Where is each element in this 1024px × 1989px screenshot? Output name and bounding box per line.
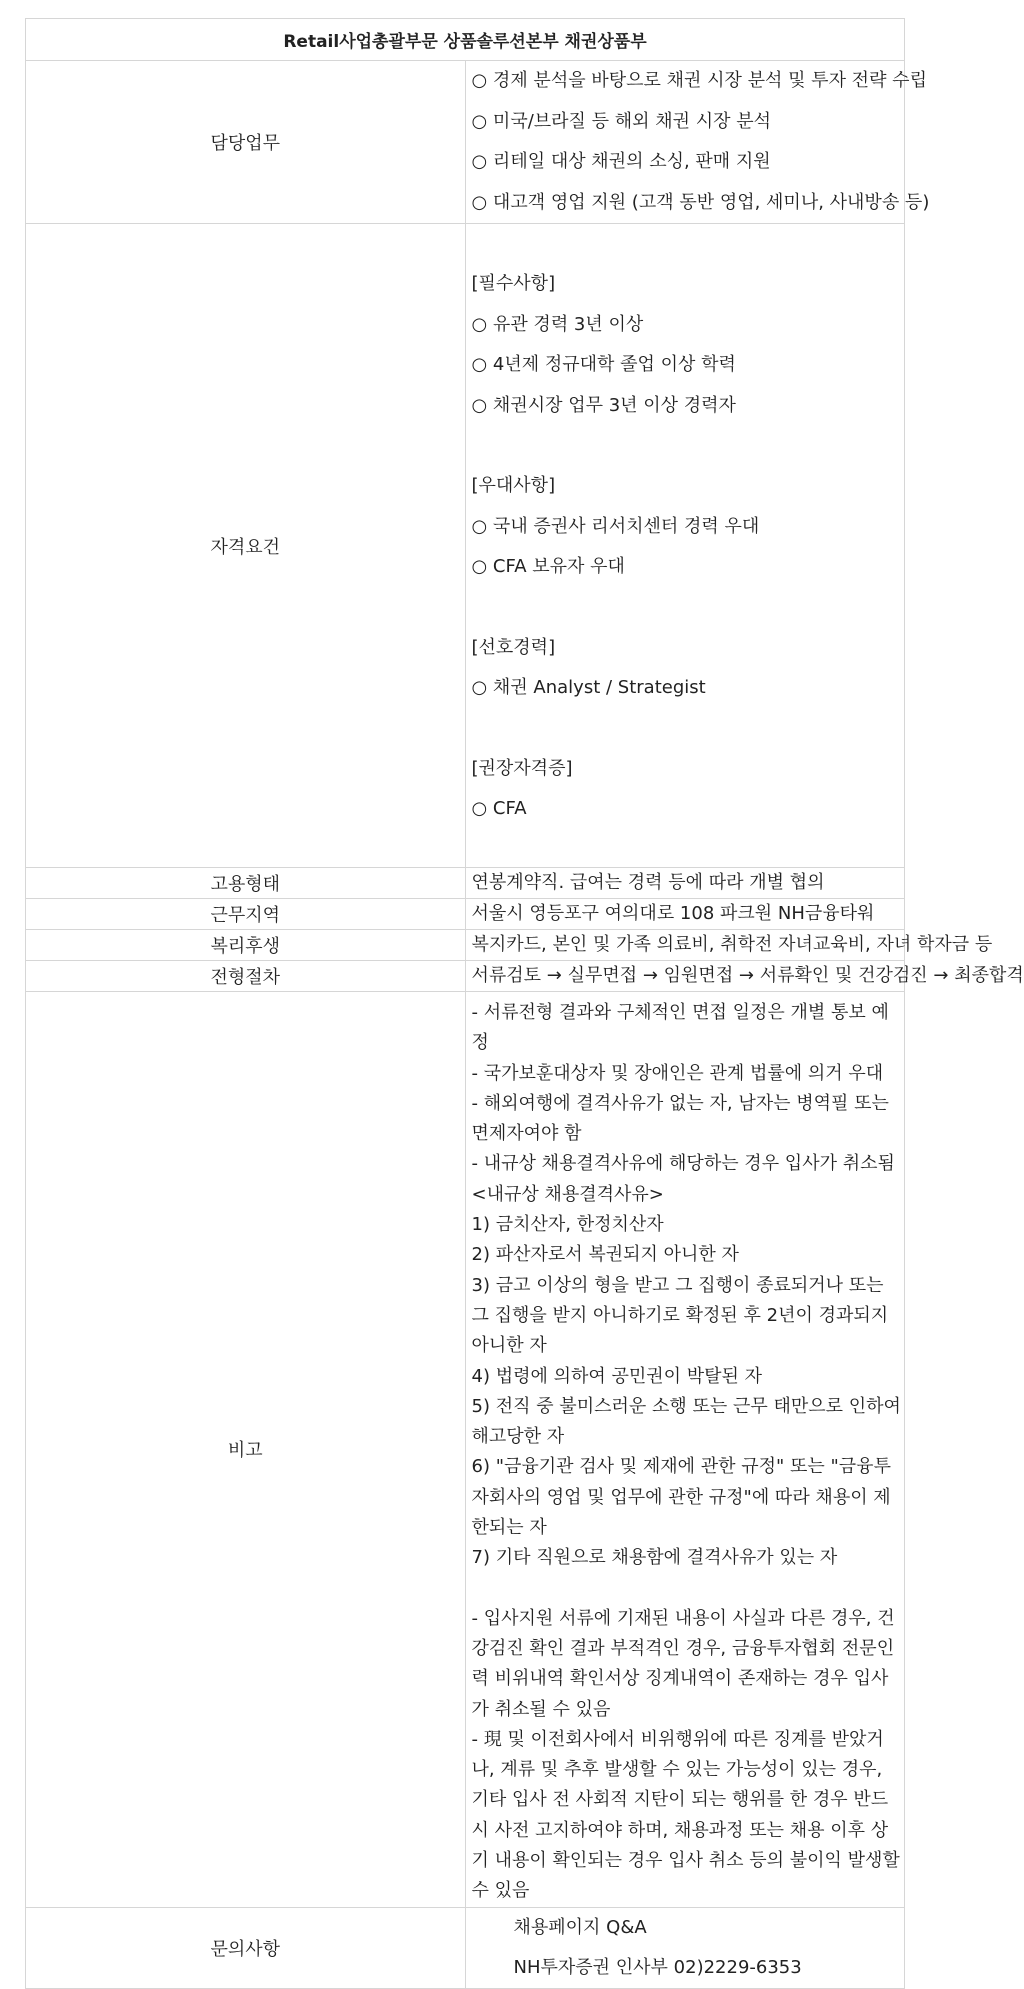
benefits-text: 복지카드, 본인 및 가족 의료비, 취학전 자녀교육비, 자녀 학자금 등 bbox=[471, 934, 993, 955]
contact-item: 채용페이지 Q&A bbox=[513, 1916, 647, 1938]
spacer bbox=[472, 588, 903, 628]
benefits-row bbox=[26, 930, 905, 961]
qualifications-content bbox=[465, 224, 905, 868]
spacer bbox=[472, 1574, 903, 1604]
note-line: 5) 전직 중 불미스러운 소행 또는 근무 태만으로 인하여 해고당한 자 bbox=[471, 1395, 901, 1448]
cert-item: ○ CFA bbox=[471, 798, 527, 819]
process-label: 전형절차 bbox=[26, 961, 466, 992]
cert-heading: [권장자격증] bbox=[471, 757, 573, 779]
notes-label: 비고 bbox=[26, 992, 466, 1908]
duties-label: 담당업무 bbox=[26, 61, 466, 224]
job-posting-table bbox=[25, 18, 1024, 1989]
contact-label: 문의사항 bbox=[26, 1907, 466, 1988]
required-item: ○ 채권시장 업무 3년 이상 경력자 bbox=[471, 394, 736, 416]
note-line: - 내규상 채용결격사유에 해당하는 경우 입사가 취소됨 bbox=[471, 1153, 895, 1175]
note-line: 1) 금치산자, 한정치산자 bbox=[471, 1214, 664, 1236]
preferred-heading: [우대사항] bbox=[471, 475, 556, 496]
duty-item: ○ 미국/브라질 등 해외 채권 시장 분석 bbox=[471, 110, 772, 132]
employment-value bbox=[465, 868, 905, 899]
experience-item: ○ 채권 Analyst / Strategist bbox=[471, 677, 706, 698]
required-heading: [필수사항] bbox=[471, 273, 556, 294]
department-title: Retail사업총괄부문 상품솔루션본부 채권상품부 bbox=[26, 19, 905, 61]
note-line: 3) 금고 이상의 형을 받고 그 집행이 종료되거나 또는 그 집행을 받지 아니하기로 확정된 후 2년이 경과되지 아니한 자 bbox=[471, 1274, 889, 1357]
note-line: 7) 기타 직원으로 채용함에 결격사유가 있는 자 bbox=[471, 1547, 838, 1569]
duty-item: ○ 리테일 대상 채권의 소싱, 판매 지원 bbox=[471, 151, 771, 172]
process-row bbox=[26, 961, 905, 992]
spacer bbox=[472, 426, 903, 466]
process-value bbox=[465, 961, 1024, 992]
process-text: 서류검토 → 실무면접 → 임원면접 → 서류확인 및 건강검진 → 최종합격 bbox=[471, 965, 1024, 986]
location-row bbox=[26, 899, 905, 930]
duties-row bbox=[26, 61, 905, 224]
spacer bbox=[472, 709, 903, 749]
qualifications-row bbox=[26, 224, 905, 868]
location-text: 서울시 영등포구 여의대로 108 파크원 NH금융타워 bbox=[471, 903, 875, 924]
employment-label: 고용형태 bbox=[26, 868, 466, 899]
required-item: ○ 4년제 정규대학 졸업 이상 학력 bbox=[471, 354, 736, 375]
note-line: <내규상 채용결격사유> bbox=[471, 1183, 664, 1205]
contact-row bbox=[26, 1907, 905, 1988]
note-line: - 現 및 이전회사에서 비위행위에 따른 징계를 받았거나, 계류 및 추후 발생할 수 있는 가능성이 있는 경우, 기타 입사 전 사회적 지탄이 되는 행위를 한 경우 반드시 사전 고지하여야 하며, 채용과정 또는 채용 이후 상기 내용이 확인되는 경우 입사 취소 등의 불이익 발생할 수 있음 bbox=[471, 1728, 900, 1902]
note-line: - 해외여행에 결격사유가 없는 자, 남자는 병역필 또는 면제자여야 함 bbox=[471, 1092, 889, 1145]
qualifications-label: 자격요건 bbox=[26, 224, 466, 868]
contact-item: NH투자증권 인사부 02)2229-6353 bbox=[513, 1956, 802, 1978]
preferred-item: ○ 국내 증권사 리서치센터 경력 우대 bbox=[471, 515, 760, 537]
duties-content bbox=[465, 61, 930, 224]
benefits-value bbox=[465, 930, 993, 961]
location-label: 근무지역 bbox=[26, 899, 466, 930]
note-line: 6) "금융기관 검사 및 제재에 관한 규정" 또는 "금융투자회사의 영업 및 업무에 관한 규정"에 따라 채용이 제한되는 자 bbox=[471, 1456, 891, 1539]
experience-heading: [선호경력] bbox=[471, 636, 556, 658]
note-line: - 국가보훈대상자 및 장애인은 관계 법률에 의거 우대 bbox=[471, 1062, 884, 1084]
location-value bbox=[465, 899, 905, 930]
notes-row bbox=[26, 992, 905, 1908]
note-line: - 입사지원 서류에 기재된 내용이 사실과 다른 경우, 건강검진 확인 결과 부적격인 경우, 금융투자협회 전문인력 비위내역 확인서상 징계내역이 존재하는 경우 입사가 취소될 수 있음 bbox=[471, 1607, 895, 1720]
benefits-label: 복리후생 bbox=[26, 930, 466, 961]
note-line: 4) 법령에 의하여 공민권이 박탈된 자 bbox=[471, 1365, 763, 1387]
employment-text: 연봉계약직. 급여는 경력 등에 따라 개별 협의 bbox=[471, 872, 825, 893]
notes-content bbox=[465, 992, 905, 1908]
contact-content bbox=[465, 1907, 905, 1988]
note-line: - 서류전형 결과와 구체적인 면접 일정은 개별 통보 예정 bbox=[471, 1002, 889, 1054]
employment-row bbox=[26, 868, 905, 899]
header-row bbox=[26, 19, 905, 61]
duty-item: ○ 대고객 영업 지원 (고객 동반 영업, 세미나, 사내방송 등) bbox=[471, 191, 930, 213]
note-line: 2) 파산자로서 복권되지 아니한 자 bbox=[471, 1244, 739, 1266]
duty-item: ○ 경제 분석을 바탕으로 채권 시장 분석 및 투자 전략 수립 bbox=[471, 70, 927, 91]
required-item: ○ 유관 경력 3년 이상 bbox=[471, 313, 644, 335]
preferred-item: ○ CFA 보유자 우대 bbox=[471, 556, 625, 577]
